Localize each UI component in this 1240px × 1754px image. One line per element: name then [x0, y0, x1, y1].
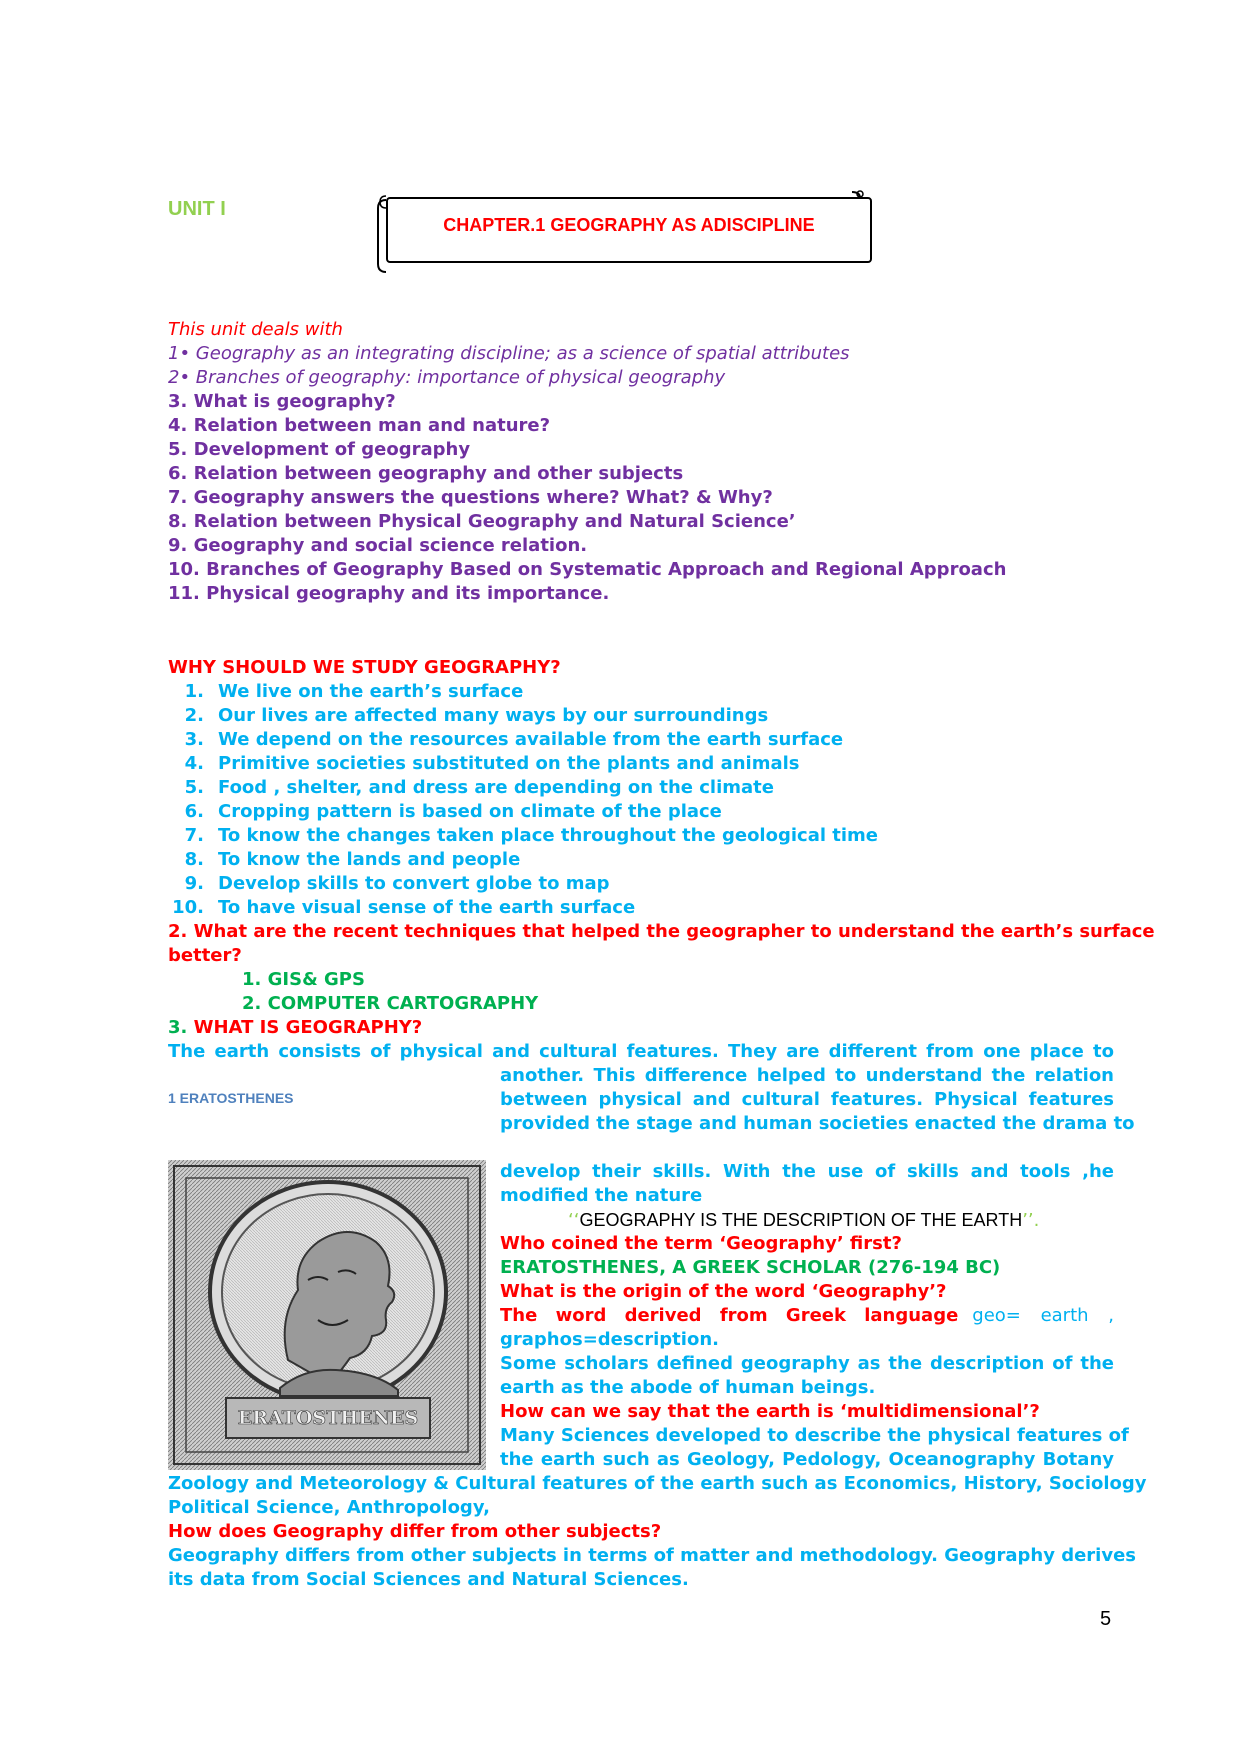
intro-item: 5. Development of geography [168, 439, 471, 460]
paragraph-line: another. This difference helped to understand the relation [500, 1065, 1114, 1086]
question: How does Geography differ from other subjects? [168, 1521, 662, 1542]
question: better? [168, 945, 242, 966]
section-heading: WHY SHOULD WE STUDY GEOGRAPHY? [168, 657, 561, 678]
intro-item: 2• Branches of geography: importance of physical geography [168, 367, 726, 388]
intro-item: 4. Relation between man and nature? [168, 415, 551, 436]
intro-item: 11. Physical geography and its importance. [168, 583, 610, 604]
list-item: 5. Food , shelter, and dress are depending on the climate [184, 777, 774, 798]
answer: ERATOSTHENES, A GREEK SCHOLAR (276-194 BC) [500, 1257, 1001, 1278]
eratosthenes-portrait-image [168, 1160, 486, 1470]
intro-item: 9. Geography and social science relation. [168, 535, 588, 556]
list-item: 2. Our lives are affected many ways by our surroundings [184, 705, 769, 726]
question: How can we say that the earth is ‘multidimensional’? [500, 1401, 1040, 1422]
answer: graphos=description. [500, 1329, 719, 1350]
list-item: 8. To know the lands and people [184, 849, 521, 870]
quote: ‘‘GEOGRAPHY IS THE DESCRIPTION OF THE EARTH’’. [568, 1210, 1040, 1231]
answer: Geography differs from other subjects in terms of matter and methodology. Geography derives [168, 1545, 1137, 1566]
paragraph-line: provided the stage and human societies enacted the drama to [500, 1113, 1135, 1134]
paragraph-line: The earth consists of physical and cultural features. They are different from one place to [168, 1041, 1114, 1062]
answer: the earth such as Geology, Pedology, Oceanography Botany [500, 1449, 1114, 1470]
answer: its data from Social Sciences and Natural Sciences. [168, 1569, 689, 1590]
chapter-title: CHAPTER.1 GEOGRAPHY AS ADISCIPLINE [443, 215, 815, 235]
page-number: 5 [1100, 1608, 1112, 1630]
figure-caption: 1 ERATOSTHENES [168, 1090, 294, 1106]
unit-label: UNIT I [168, 198, 226, 220]
question: 2. What are the recent techniques that helped the geographer to understand the earth’s surface [168, 921, 1155, 942]
answer: Zoology and Meteorology & Cultural features of the earth such as Economics, History, Sociology [168, 1473, 1147, 1494]
list-item: 7. To know the changes taken place throughout the geological time [184, 825, 879, 846]
intro-item: 8. Relation between Physical Geography and Natural Science’ [168, 511, 796, 532]
intro-item: 3. What is geography? [168, 391, 396, 412]
answer-line: The word derived from Greek language geo= earth , [500, 1305, 1114, 1326]
answer: Many Sciences developed to describe the physical features of [500, 1425, 1129, 1446]
intro-item: 10. Branches of Geography Based on Systematic Approach and Regional Approach [168, 559, 1007, 580]
section-heading: 3. WHAT IS GEOGRAPHY? [168, 1017, 423, 1038]
answer: earth as the abode of human beings. [500, 1377, 876, 1398]
intro-item: 7. Geography answers the questions where? What? & Why? [168, 487, 773, 508]
list-item: 4. Primitive societies substituted on the plants and animals [184, 753, 800, 774]
intro-item: 6. Relation between geography and other subjects [168, 463, 684, 484]
list-item: 3. We depend on the resources available from the earth surface [184, 729, 844, 750]
paragraph-line: develop their skills. With the use of skills and tools ,he [500, 1161, 1114, 1182]
intro-item: 1• Geography as an integrating discipline; as a science of spatial attributes [168, 343, 850, 364]
paragraph-line: between physical and cultural features. Physical features [500, 1089, 1114, 1110]
list-item: 1. GIS& GPS [242, 969, 365, 990]
answer: Some scholars defined geography as the description of the [500, 1353, 1114, 1374]
list-item: 6. Cropping pattern is based on climate of the place [184, 801, 722, 822]
question: Who coined the term ‘Geography’ first? [500, 1233, 902, 1254]
list-item: 10. To have visual sense of the earth surface [172, 897, 636, 918]
chapter-title-box [386, 197, 872, 263]
portrait-plaque-text: ERATOSTHENES [237, 1407, 419, 1429]
list-item: 1. We live on the earth’s surface [184, 681, 524, 702]
list-item: 2. COMPUTER CARTOGRAPHY [242, 993, 539, 1014]
question: What is the origin of the word ‘Geography’? [500, 1281, 947, 1302]
list-item: 9. Develop skills to convert globe to map [184, 873, 610, 894]
answer: Political Science, Anthropology, [168, 1497, 490, 1518]
intro-lead: This unit deals with [168, 319, 343, 340]
paragraph-line: modified the nature [500, 1185, 703, 1206]
